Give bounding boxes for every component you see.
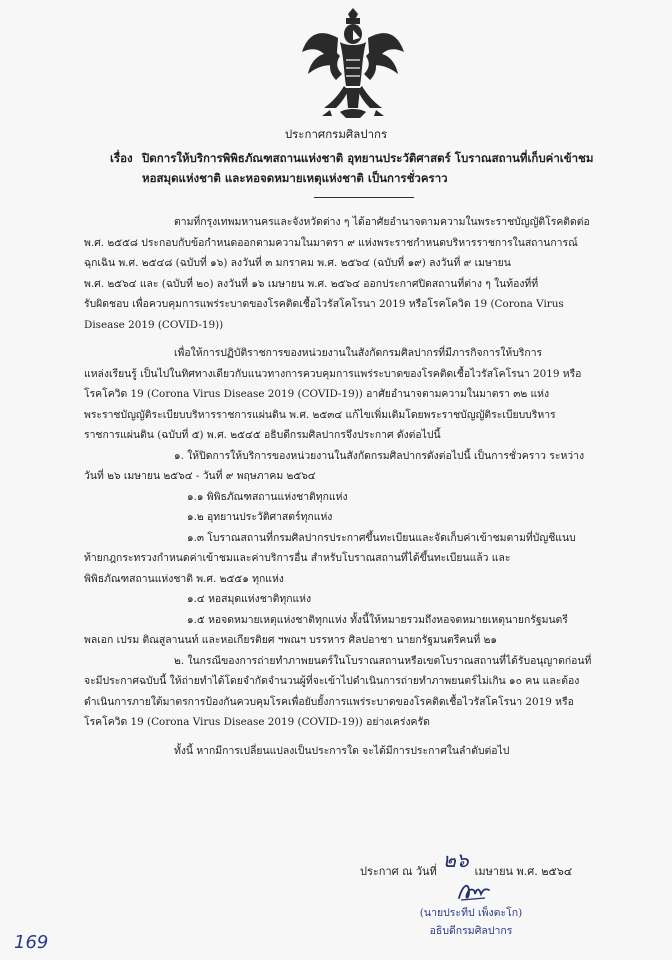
body-line: โรคโควิด 19 (Corona Virus Disease 2019 (COVID-19)) อาศัยอำนาจตามความในมาตรา ๓๒ แห่ง [84,388,550,400]
body-line: ฉุกเฉิน พ.ศ. ๒๕๔๘ (ฉบับที่ ๑๖) ลงวันที่ ๓ มกราคม พ.ศ. ๒๕๖๔ (ฉบับที่ ๑๙) ลงวันที่ ๙ เมษายน [84,257,511,269]
body-line: ตามที่กรุงเทพมหานครและจังหวัดต่าง ๆ ได้อาศัยอำนาจตามความในพระราชบัญญัติโรคติดต่อ [174,216,590,228]
paragraph-gap [84,335,646,343]
body-line: Disease 2019 (COVID-19)) [84,318,224,331]
body-line: ราชการแผ่นดิน (ฉบับที่ ๕) พ.ศ. ๒๕๔๕ อธิบดีกรมศิลปากรจึงประกาศ ดังต่อไปนี้ [84,429,441,441]
body-line: ทั้งนี้ หากมีการเปลี่ยนแปลงเป็นประการใด จะได้มีการประกาศในลำดับต่อไป [174,744,510,757]
body-line: ท้ายกฎกระทรวงกำหนดค่าเข้าชมและค่าบริการอื่น สำหรับโบราณสถานที่ได้ขึ้นทะเบียนแล้ว และ [84,552,511,564]
body-line: ๑.๔ หอสมุดแห่งชาติทุกแห่ง [187,593,312,605]
announcement-body [84,212,646,761]
separator-line [314,197,414,198]
body-line: โรคโควิด 19 (Corona Virus Disease 2019 (COVID-19)) อย่างเคร่งครัด [84,716,430,728]
subject-line-1: ปิดการให้บริการพิพิธภัณฑสถานแห่งชาติ อุทยานประวัติศาสตร์ โบราณสถานที่เก็บค่าเข้าชม [142,151,594,165]
body-line: จะมีประกาศฉบับนี้ ให้ถ่ายทำได้โดยจำกัดจำนวนผู้ที่จะเข้าไปดำเนินการถ่ายทำภาพยนตร์ไม่เกิน ๑๐ คน และต้อง [84,675,580,687]
paragraph-gap [84,733,646,741]
body-line: พระราชบัญญัติระเบียบบริหารราชการแผ่นดิน พ.ศ. ๒๕๓๔ แก้ไขเพิ่มเติมโดยพระราชบัญญัติระเบียบบริหาร [84,408,556,421]
body-line: เพื่อให้การปฏิบัติราชการของหน่วยงานในสังกัดกรมศิลปากรที่มีภารกิจการให้บริการ [174,347,543,359]
subject-line-2: หอสมุดแห่งชาติ และหอจดหมายเหตุแห่งชาติ เป็นการชั่วคราว [142,171,448,185]
body-line: ดำเนินการภายใต้มาตรการป้องกันควบคุมโรคเพื่อยับยั้งการแพร่ระบาดของโรคติดเชื้อไวรัสโคโรนา 2019 หรือ [84,695,574,708]
signer-block [396,904,546,940]
body-line: ๑.๕ หอจดหมายเหตุแห่งชาติทุกแห่ง ทั้งนี้ให้หมายรวมถึงหอจดหมายเหตุนายกรัฐมนตรี [187,613,568,626]
date-prefix: ประกาศ ณ วันที่ [360,865,437,878]
body-line: พ.ศ. ๒๕๖๔ และ (ฉบับที่ ๒๐) ลงวันที่ ๑๖ เมษายน พ.ศ. ๒๕๖๔ ออกประกาศปิดสถานที่ต่าง ๆ ในท้องที่ที่ [84,277,539,290]
page-number-note: 169 [14,932,49,953]
body-line: พ.ศ. ๒๕๕๘ ประกอบกับข้อกำหนดออกตามความในมาตรา ๙ แห่งพระราชกำหนดบริหารราชการในสถานการณ์ [84,236,578,249]
body-line: แหล่งเรียนรู้ เป็นไปในทิศทางเดียวกับแนวทางการควบคุมการแพร่ระบาดของโรคติดเชื้อไวรัสโคโรนา 2019 หรือ [84,367,582,380]
subject-label: เรื่อง [110,151,133,165]
date-suffix: เมษายน พ.ศ. ๒๕๖๔ [474,865,573,878]
body-line: ๑. ให้ปิดการให้บริการของหน่วยงานในสังกัดกรมศิลปากรดังต่อไปนี้ เป็นการชั่วคราว ระหว่าง [174,449,585,462]
body-line: พลเอก เปรม ติณสูลานนท์ และหอเกียรติยศ ฯพณฯ บรรหาร ศิลปอาชา นายกรัฐมนตรีคนที่ ๒๑ [84,634,497,646]
signer-name: (นายประทีป เพ็งตะโก) [419,907,523,919]
signer-title: อธิบดีกรมศิลปากร [429,925,513,937]
body-line: ๑.๒ อุทยานประวัติศาสตร์ทุกแห่ง [187,511,333,523]
handwritten-day: ๒๖ [442,848,469,872]
announcement-title: ประกาศกรมศิลปากร [284,127,388,141]
signature-icon [455,878,495,904]
body-line: ๑.๑ พิพิธภัณฑสถานแห่งชาติทุกแห่ง [187,490,348,503]
body-line: วันที่ ๒๖ เมษายน ๒๕๖๔ - วันที่ ๙ พฤษภาคม ๒๕๖๔ [84,470,316,482]
garuda-emblem-icon [300,8,406,120]
body-line: พิพิธภัณฑสถานแห่งชาติ พ.ศ. ๒๕๕๑ ทุกแห่ง [84,572,284,585]
body-line: ๒. ในกรณีของการถ่ายทำภาพยนตร์ในโบราณสถานหรือเขตโบราณสถานที่ได้รับอนุญาตก่อนที่ [174,654,592,667]
subject-block [110,148,650,188]
body-line: ๑.๓ โบราณสถานที่กรมศิลปากรประกาศขึ้นทะเบียนและจัดเก็บค่าเข้าชมตามที่บัญชีแนบ [187,531,576,544]
body-line: รับผิดชอบ เพื่อควบคุมการแพร่ระบาดของโรคติดเชื้อไวรัสโคโรนา 2019 หรือโรคโควิด 19 (Corona Virus [84,298,564,310]
